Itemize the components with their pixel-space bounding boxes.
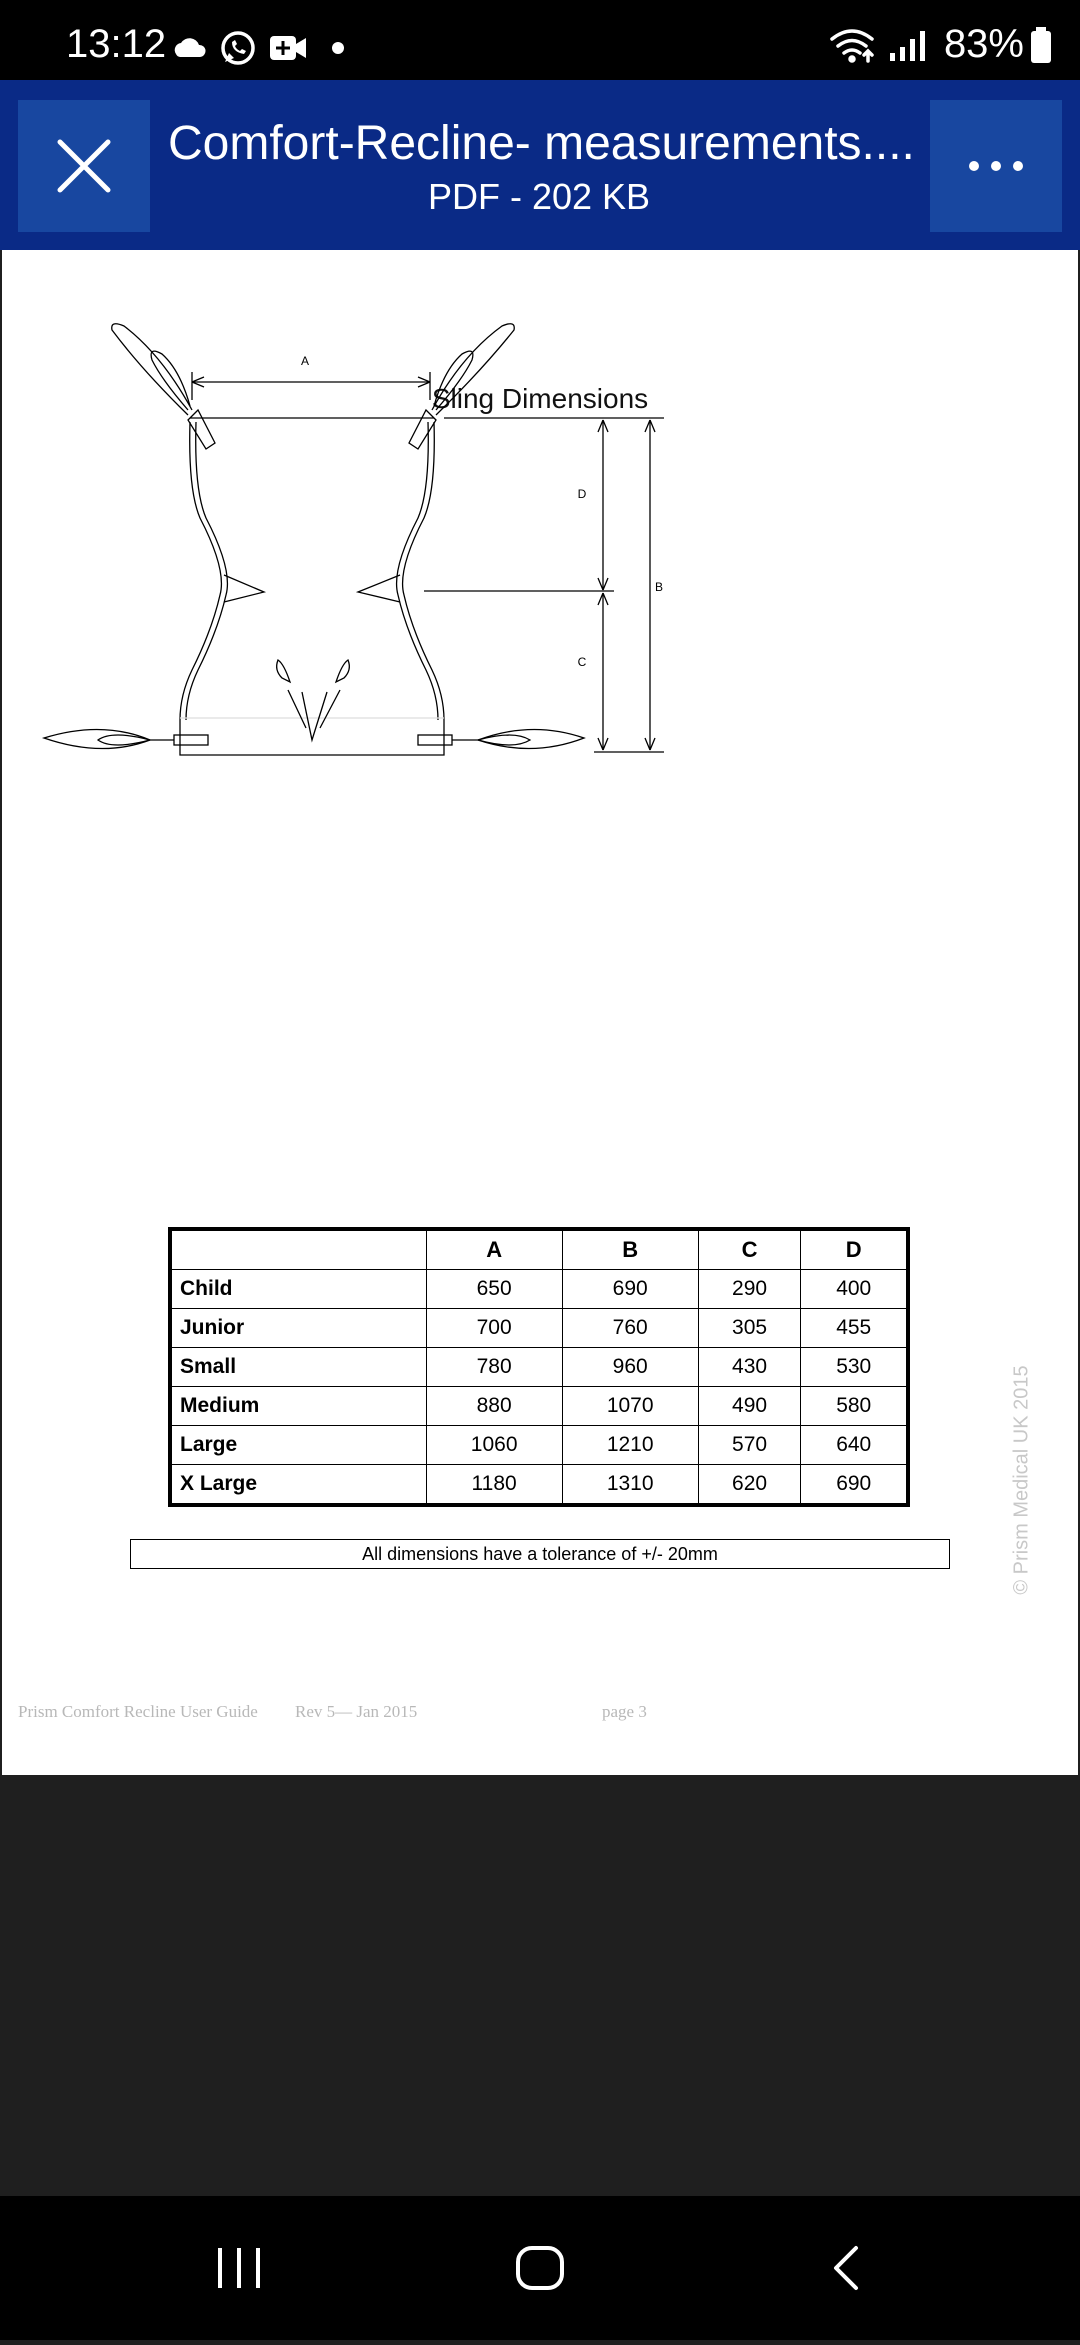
status-right [828,22,1054,67]
close-button[interactable] [18,100,150,232]
status-bar [0,0,1080,80]
recent-apps-icon[interactable] [200,2236,280,2300]
nav-buttons [0,2196,1080,2340]
document-file-info: PDF - 202 KB [427,176,651,217]
footer-page-number: page 3 [602,1702,647,1721]
signal-icon [890,31,925,61]
table-cell: 290 [698,1270,801,1309]
dimension-label-d: D [577,487,587,501]
table-cell: 430 [698,1348,801,1387]
table-cell: 640 [801,1426,908,1465]
whatsapp-icon [223,33,253,63]
back-icon[interactable] [836,2248,856,2288]
table-cell: 305 [698,1309,801,1348]
table-row [170,1387,908,1426]
pdf-page[interactable] [2,250,1078,1775]
table-cell: 570 [698,1426,801,1465]
table-row [170,1270,908,1309]
app-bar [0,80,1080,250]
table-row [170,1348,908,1387]
table-cell: 490 [698,1387,801,1426]
table-header-cell: D [801,1229,908,1270]
status-time: 13:12 [66,22,167,66]
table-cell: 1180 [426,1465,562,1506]
table-cell: 780 [426,1348,562,1387]
wifi-signal-icons [828,25,938,65]
table-row-label: X Large [170,1465,426,1506]
table-cell: 760 [562,1309,698,1348]
table-cell: 1070 [562,1387,698,1426]
close-icon [18,100,150,232]
table-row-label: Child [170,1270,426,1309]
table-cell: 690 [801,1465,908,1506]
tolerance-note: All dimensions have a tolerance of +/- 20mm [130,1539,950,1569]
dimension-label-a: A [300,354,310,368]
table-row [170,1426,908,1465]
table-cell: 455 [801,1309,908,1348]
table-cell: 650 [426,1270,562,1309]
table-cell: 1210 [562,1426,698,1465]
table-row-label: Medium [170,1387,426,1426]
table-header-cell: C [698,1229,801,1270]
footer-left: Prism Comfort Recline User Guide [18,1702,258,1721]
more-options-button[interactable] [930,100,1062,232]
battery-icon [1028,25,1054,65]
document-title: Comfort-Recline- measurements.... [168,117,915,170]
sling-diagram [2,250,1078,1150]
table-row-label: Large [170,1426,426,1465]
table-cell: 530 [801,1348,908,1387]
cloud-icon [175,38,206,57]
table-header-cell [170,1229,426,1270]
table-header-cell: B [562,1229,698,1270]
wifi-icon [832,31,872,61]
copyright-watermark: © Prism Medical UK 2015 [1010,1365,1033,1595]
dimension-label-b: B [654,580,664,594]
navigation-bar [0,2196,1080,2340]
dot-icon [332,42,344,54]
table-row-label: Junior [170,1309,426,1348]
table-row [170,1465,908,1506]
footer-center: Rev 5— Jan 2015 [295,1702,418,1721]
table-cell: 690 [562,1270,698,1309]
table-cell: 1310 [562,1465,698,1506]
status-notification-icons [172,30,372,66]
table-row [170,1309,908,1348]
home-icon[interactable] [518,2248,562,2288]
table-cell: 620 [698,1465,801,1506]
dimensions-table [168,1227,910,1507]
table-cell: 700 [426,1309,562,1348]
table-header-cell: A [426,1229,562,1270]
battery-percent: 83% [943,22,1024,66]
more-options-icon [930,100,1062,232]
video-call-icon [270,36,306,60]
dimension-label-c: C [577,655,587,669]
table-cell: 580 [801,1387,908,1426]
table-cell: 400 [801,1270,908,1309]
table-row-label: Small [170,1348,426,1387]
table-cell: 1060 [426,1426,562,1465]
table-cell: 960 [562,1348,698,1387]
table-cell: 880 [426,1387,562,1426]
page-heading: Sling Dimensions [431,383,649,414]
table-header-row [170,1229,908,1270]
